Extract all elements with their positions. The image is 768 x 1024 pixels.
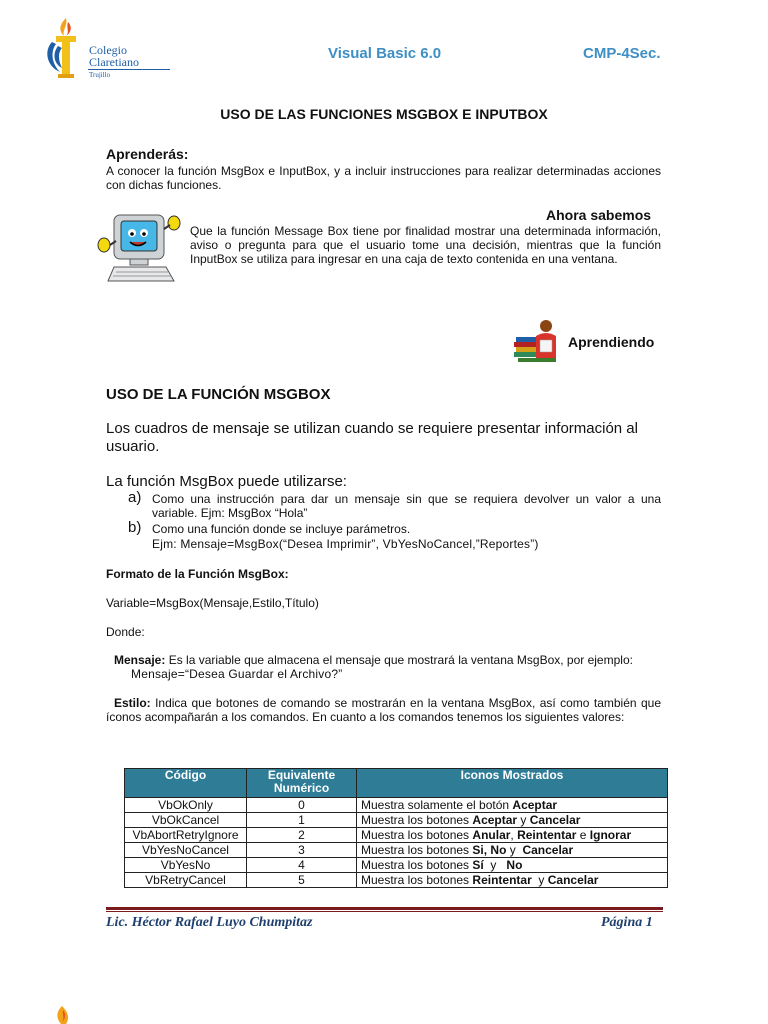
numeric-cell: 2 xyxy=(247,828,357,843)
desc-text: y xyxy=(506,843,523,857)
footer-page-number: Página 1 xyxy=(601,915,653,930)
desc-text: Muestra los botones xyxy=(361,873,473,887)
desc-bold: Anular xyxy=(472,828,511,842)
section-intro: Los cuadros de mensaje se utilizan cuando se requiere presentar información al usuario. xyxy=(106,420,638,455)
desc-bold: Si, No xyxy=(472,843,507,857)
estilo-definition xyxy=(106,696,661,724)
syntax-line: Variable=MsgBox(Mensaje,Estilo,Título) xyxy=(106,596,319,610)
numeric-cell: 1 xyxy=(247,813,357,828)
aprendiendo-heading: Aprendiendo xyxy=(568,334,655,350)
table-row xyxy=(125,873,668,888)
table-header-cell: Código xyxy=(125,769,247,798)
code-cell: VbYesNo xyxy=(125,858,247,873)
header-code: CMP-4Sec. xyxy=(583,45,661,62)
table-row xyxy=(125,858,668,873)
computer-clipart-icon xyxy=(94,209,182,289)
desc-bold: Cancelar xyxy=(522,843,574,857)
table-row xyxy=(125,828,668,843)
logo-name-line2: Claretiano xyxy=(89,55,139,69)
mensaje-definition xyxy=(114,653,661,667)
desc-text: Muestra los botones xyxy=(361,828,473,842)
format-heading: Formato de la Función MsgBox: xyxy=(106,567,289,581)
table-row xyxy=(125,843,668,858)
list-item-example: Ejm: Mensaje=MsgBox(“Desea Imprimir”, VbYesNoCancel,”Reportes”) xyxy=(152,537,539,551)
uses-lead-in: La función MsgBox puede utilizarse: xyxy=(106,473,347,490)
next-page-logo-icon xyxy=(46,1006,78,1024)
numeric-cell: 0 xyxy=(247,798,357,813)
desc-bold: Sí xyxy=(472,858,484,872)
logo-city: Trujillo xyxy=(89,71,111,79)
logo-divider xyxy=(88,69,170,70)
code-cell: VbRetryCancel xyxy=(125,873,247,888)
document-title: USO DE LAS FUNCIONES MSGBOX E INPUTBOX xyxy=(220,106,548,122)
desc-bold: Cancelar xyxy=(547,873,599,887)
list-item-letter: b) xyxy=(128,519,142,536)
list-item-text: Como una función donde se incluye parámetros. xyxy=(152,522,411,536)
desc-text: Muestra solamente el botón xyxy=(361,798,513,812)
code-cell: VbYesNoCancel xyxy=(125,843,247,858)
estilo-text: Indica que botones de comando se mostrarán en la ventana MsgBox, así como también que íconos acompañarán a los comandos. En cuanto a los comandos tenemos los siguientes valores: xyxy=(106,696,661,724)
desc-bold: No xyxy=(506,858,523,872)
desc-bold: Ignorar xyxy=(589,828,632,842)
header-course: Visual Basic 6.0 xyxy=(328,45,442,62)
mensaje-text: Es la variable que almacena el mensaje que mostrará la ventana MsgBox, por ejemplo: xyxy=(168,653,633,667)
desc-text: , xyxy=(510,828,518,842)
books-clipart-icon xyxy=(512,318,560,364)
ahora-sabemos-heading: Ahora sabemos xyxy=(546,207,652,223)
description-cell xyxy=(357,828,668,843)
desc-text: y xyxy=(531,873,548,887)
estilo-label: Estilo: xyxy=(114,696,151,710)
code-cell: VbOkCancel xyxy=(125,813,247,828)
donde-label: Donde: xyxy=(106,625,145,639)
description-cell xyxy=(357,843,668,858)
aprenderas-heading: Aprenderás: xyxy=(106,146,189,162)
msgbox-style-table xyxy=(124,768,668,888)
mensaje-example: Mensaje=“Desea Guardar el Archivo?” xyxy=(131,667,343,681)
desc-text: y xyxy=(517,813,530,827)
description-cell xyxy=(357,813,668,828)
desc-bold: Aceptar xyxy=(472,813,518,827)
ahora-sabemos-body: Que la función Message Box tiene por finalidad mostrar una determinada información, aviso o pregunta para que el usuario tome una decisión, mientras que la función InputBox se utiliza para ingresar en una caja de texto contenida en una ventana. xyxy=(190,224,661,266)
table-row xyxy=(125,813,668,828)
footer-rule-thin xyxy=(106,911,663,912)
desc-bold: Reintentar xyxy=(517,828,577,842)
numeric-cell: 3 xyxy=(247,843,357,858)
footer-author: Lic. Héctor Rafael Luyo Chumpitaz xyxy=(106,915,313,930)
code-cell: VbOkOnly xyxy=(125,798,247,813)
table-header-cell: Equivalente Numérico xyxy=(247,769,357,798)
desc-bold: Reintentar xyxy=(472,873,532,887)
description-cell xyxy=(357,858,668,873)
section-heading: USO DE LA FUNCIÓN MSGBOX xyxy=(106,386,331,403)
list-item-text: Como una instrucción para dar un mensaje sin que se requiera devolver un valor a una variable. Ejm: MsgBox “Hola” xyxy=(152,492,661,520)
table-header-cell: Iconos Mostrados xyxy=(357,769,668,798)
desc-text: Muestra los botones xyxy=(361,813,473,827)
desc-bold: Aceptar xyxy=(512,798,558,812)
list-item-letter: a) xyxy=(128,489,142,506)
code-cell: VbAbortRetryIgnore xyxy=(125,828,247,843)
aprenderas-body: A conocer la función MsgBox e InputBox, y a incluir instrucciones para realizar determinadas acciones con dichas funciones. xyxy=(106,164,661,192)
description-cell xyxy=(357,798,668,813)
desc-bold: Cancelar xyxy=(529,813,581,827)
table-header-row xyxy=(125,769,668,798)
desc-text: e xyxy=(576,828,590,842)
logo-name-line1: Colegio xyxy=(89,43,127,57)
desc-text: Muestra los botones xyxy=(361,858,473,872)
numeric-cell: 5 xyxy=(247,873,357,888)
numeric-cell: 4 xyxy=(247,858,357,873)
table-row xyxy=(125,798,668,813)
description-cell xyxy=(357,873,668,888)
desc-text: y xyxy=(483,858,507,872)
desc-text: Muestra los botones xyxy=(361,843,473,857)
mensaje-label: Mensaje: xyxy=(114,653,166,667)
footer-rule xyxy=(106,907,663,910)
